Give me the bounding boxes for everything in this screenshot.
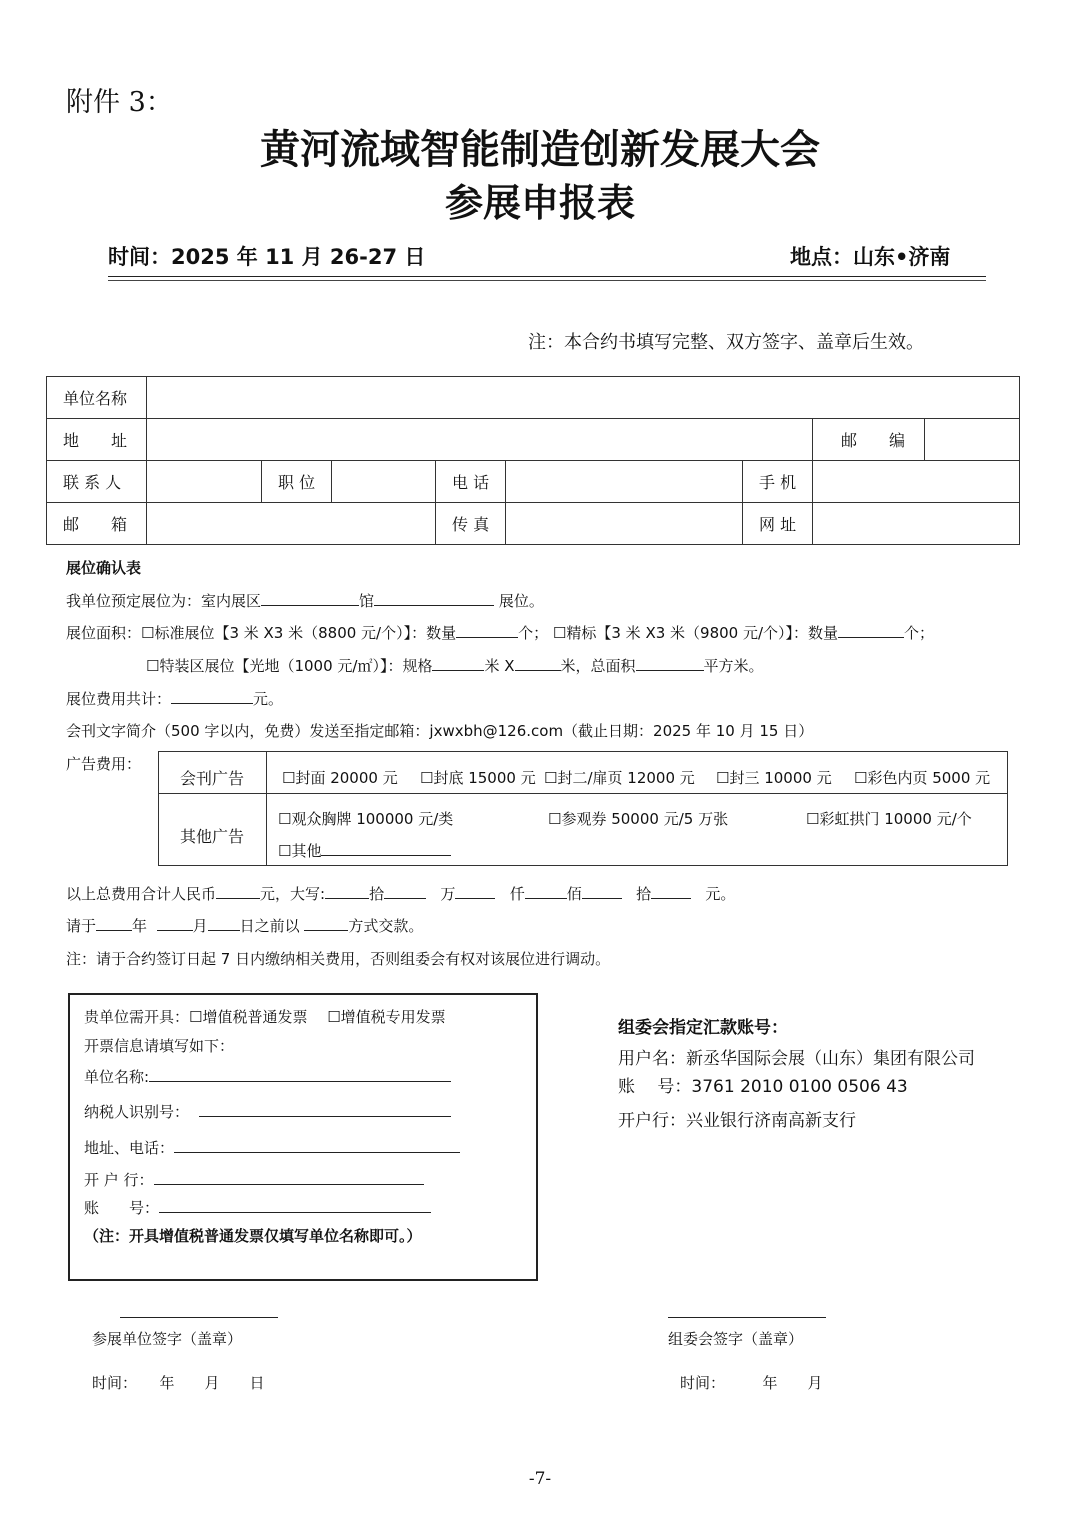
premium-unit: 个； bbox=[904, 624, 935, 642]
words-blank-6[interactable] bbox=[651, 884, 691, 899]
label-unit-name: 单位名称 bbox=[47, 377, 147, 419]
invoice-taxid-field[interactable] bbox=[199, 1102, 451, 1117]
booth-reserve-text: 我单位预定展位为：室内展区 bbox=[66, 592, 262, 610]
total-amount-blank[interactable] bbox=[216, 884, 260, 899]
total-amount-line bbox=[66, 883, 735, 904]
committee-signature-label: 组委会签字（盖章） bbox=[668, 1330, 804, 1348]
booth-total-unit: 元。 bbox=[253, 690, 284, 708]
invoice-taxid-label: 纳税人识别号： bbox=[84, 1103, 190, 1121]
total-area-blank[interactable] bbox=[636, 656, 704, 671]
booth-total-label: 展位费用共计： bbox=[66, 690, 172, 708]
booth-reserve-end: 展位。 bbox=[498, 592, 544, 610]
pay-day-label: 日之前以 bbox=[239, 917, 300, 935]
pay-year-blank[interactable] bbox=[96, 916, 132, 931]
unit-bai: 佰 bbox=[566, 885, 582, 903]
website-field[interactable] bbox=[813, 503, 1020, 545]
words-blank-2[interactable] bbox=[384, 884, 426, 899]
hall-area-blank[interactable] bbox=[261, 591, 359, 606]
address-field[interactable] bbox=[147, 419, 813, 461]
ad-cover-option[interactable]: ☐封面 20000 元 bbox=[282, 769, 398, 787]
unit-name-field[interactable] bbox=[147, 377, 1020, 419]
event-time: 时间：2025 年 11 月 26-27 日 bbox=[108, 245, 426, 269]
ad-back-cover-option[interactable]: ☐封底 15000 元 bbox=[420, 769, 536, 787]
invoice-type-options[interactable]: 贵单位需开具：☐增值税普通发票 ☐增值税专用发票 bbox=[84, 1008, 446, 1026]
header-divider-2 bbox=[108, 280, 986, 281]
ad-arch-option[interactable]: ☐彩虹拱门 10000 元/个 bbox=[806, 810, 972, 828]
unit-qian: 仟 bbox=[509, 885, 525, 903]
postcode-field[interactable] bbox=[925, 419, 1020, 461]
page-subtitle: 参展申报表 bbox=[444, 181, 635, 225]
invoice-account-field[interactable] bbox=[159, 1198, 431, 1213]
exhibitor-date: 时间： 年 月 日 bbox=[92, 1374, 265, 1392]
pay-method-label: 方式交款。 bbox=[348, 917, 424, 935]
spec-width-blank[interactable] bbox=[515, 656, 561, 671]
invoice-fill-instruction: 开票信息请填写如下： bbox=[84, 1037, 235, 1055]
ad-other-blank[interactable] bbox=[321, 841, 451, 856]
ad-ticket-option[interactable]: ☐参观券 50000 元/5 万张 bbox=[548, 810, 729, 828]
phone-field[interactable] bbox=[506, 461, 743, 503]
label-mobile: 手 机 bbox=[743, 461, 813, 503]
header-divider bbox=[108, 276, 986, 277]
ad-other-line bbox=[278, 840, 451, 861]
invoice-unit-label: 单位名称: bbox=[84, 1068, 150, 1086]
committee-signature-line[interactable] bbox=[668, 1317, 826, 1318]
label-position: 职 位 bbox=[262, 461, 332, 503]
standard-booth-option[interactable]: 展位面积：☐标准展位【3 米 X3 米（8800 元/个）】：数量 bbox=[66, 624, 457, 642]
invoice-address-label: 地址、电话： bbox=[84, 1139, 175, 1157]
invoice-account-label: 账 号： bbox=[84, 1199, 160, 1217]
other-ad-label: 其他广告 bbox=[180, 827, 245, 846]
unit-yuan: 元。 bbox=[705, 885, 736, 903]
words-blank-4[interactable] bbox=[525, 884, 567, 899]
words-blank-5[interactable] bbox=[582, 884, 622, 899]
special-booth-line bbox=[146, 655, 764, 676]
total-amount-label: 以上总费用合计人民币 bbox=[66, 885, 217, 903]
payment-date-line bbox=[66, 915, 423, 936]
bank-heading: 组委会指定汇款账号： bbox=[618, 1018, 788, 1038]
effective-note: 注：本合约书填写完整、双方签字、盖章后生效。 bbox=[528, 332, 924, 353]
pay-month-label: 月 bbox=[192, 917, 208, 935]
label-email: 邮 箱 bbox=[47, 503, 147, 545]
company-info-table bbox=[46, 376, 1020, 545]
event-location: 地点：山东•济南 bbox=[790, 245, 951, 269]
ad-inside-front-option[interactable]: ☐封二/扉页 12000 元 bbox=[544, 769, 695, 787]
booth-heading: 展位确认表 bbox=[66, 559, 142, 577]
spec-sqm: 平方米。 bbox=[703, 657, 764, 675]
invoice-note: （注：开具增值税普通发票仅填写单位名称即可。） bbox=[84, 1227, 422, 1245]
booth-reserve-line bbox=[66, 590, 544, 611]
special-booth-option[interactable]: ☐特装区展位【光地（1000 元/㎡）】：规格 bbox=[146, 657, 433, 675]
booth-total-line bbox=[66, 688, 283, 709]
booth-hall-text: 馆 bbox=[359, 592, 375, 610]
ad-inside-back-option[interactable]: ☐封三 10000 元 bbox=[716, 769, 832, 787]
spec-length-blank[interactable] bbox=[432, 656, 484, 671]
label-website: 网 址 bbox=[743, 503, 813, 545]
amount-words-label: 元，大写: bbox=[260, 885, 326, 903]
catalog-intro-note: 会刊文字简介（500 字以内，免费）发送至指定邮箱：jxwxbh@126.com（截止日期：2025 年 10 月 15 日） bbox=[66, 722, 814, 740]
invoice-bank-label: 开 户 行： bbox=[84, 1171, 154, 1189]
unit-shi-1: 拾 bbox=[369, 885, 385, 903]
invoice-address-line bbox=[84, 1137, 460, 1158]
hall-blank[interactable] bbox=[374, 591, 494, 606]
invoice-bank-line bbox=[84, 1169, 424, 1190]
label-phone: 电 话 bbox=[436, 461, 506, 503]
label-address: 地 址 bbox=[47, 419, 147, 461]
standard-qty-blank[interactable] bbox=[456, 623, 518, 638]
ad-table-divider bbox=[158, 793, 1007, 794]
bank-account-name: 用户名：新丞华国际会展（山东）集团有限公司 bbox=[618, 1049, 975, 1069]
pay-before-label: 请于 bbox=[66, 917, 97, 935]
premium-booth-option[interactable]: ☐精标【3 米 X3 米（9800 元/个）】：数量 bbox=[552, 624, 839, 642]
page-title: 黄河流域智能制造创新发展大会 bbox=[260, 127, 820, 173]
exhibitor-signature-label: 参展单位签字（盖章） bbox=[92, 1330, 243, 1348]
bank-branch: 开户行：兴业银行济南高新支行 bbox=[618, 1111, 856, 1131]
invoice-address-field[interactable] bbox=[174, 1138, 460, 1153]
pay-month-blank[interactable] bbox=[157, 916, 193, 931]
invoice-bank-field[interactable] bbox=[154, 1170, 424, 1185]
words-blank-3[interactable] bbox=[455, 884, 495, 899]
invoice-unit-line bbox=[84, 1066, 451, 1087]
exhibitor-signature-line[interactable] bbox=[120, 1317, 278, 1318]
pay-year-label: 年 bbox=[132, 917, 148, 935]
payment-note: 注：请于合约签订日起 7 日内缴纳相关费用，否则组委会有权对该展位进行调动。 bbox=[66, 950, 611, 968]
mobile-field[interactable] bbox=[813, 461, 1020, 503]
ad-other-option[interactable]: ☐其他 bbox=[278, 842, 322, 860]
invoice-unit-field[interactable] bbox=[149, 1067, 451, 1082]
page-number: -7- bbox=[528, 1469, 552, 1489]
spec-x: 米 X bbox=[484, 657, 515, 675]
position-field[interactable] bbox=[332, 461, 436, 503]
bank-account-number: 账 号：3761 2010 0100 0506 43 bbox=[618, 1077, 908, 1097]
invoice-account-line bbox=[84, 1197, 431, 1218]
booth-area-line bbox=[66, 622, 934, 643]
attachment-label: 附件 3： bbox=[66, 87, 173, 118]
booth-total-blank[interactable] bbox=[171, 689, 253, 704]
invoice-taxid-line bbox=[84, 1101, 451, 1122]
ad-color-page-option[interactable]: ☐彩色内页 5000 元 bbox=[854, 769, 991, 787]
words-blank-1[interactable] bbox=[325, 884, 369, 899]
email-field[interactable] bbox=[147, 503, 436, 545]
catalog-ad-label: 会刊广告 bbox=[180, 769, 245, 788]
contact-field[interactable] bbox=[147, 461, 262, 503]
fax-field[interactable] bbox=[506, 503, 743, 545]
committee-date: 时间： 年 月 bbox=[680, 1374, 823, 1392]
ad-badge-option[interactable]: ☐观众胸牌 100000 元/类 bbox=[278, 810, 454, 828]
pay-method-blank[interactable] bbox=[304, 916, 348, 931]
ad-fee-label: 广告费用： bbox=[66, 755, 142, 773]
premium-qty-blank[interactable] bbox=[838, 623, 904, 638]
label-contact: 联 系 人 bbox=[47, 461, 147, 503]
unit-wan: 万 bbox=[440, 885, 456, 903]
standard-unit: 个； bbox=[518, 624, 549, 642]
label-fax: 传 真 bbox=[436, 503, 506, 545]
spec-area-text: 米，总面积 bbox=[560, 657, 636, 675]
ad-table-col-divider bbox=[266, 751, 267, 865]
unit-shi-2: 拾 bbox=[636, 885, 652, 903]
pay-day-blank[interactable] bbox=[208, 916, 240, 931]
label-postcode: 邮 编 bbox=[813, 419, 925, 461]
